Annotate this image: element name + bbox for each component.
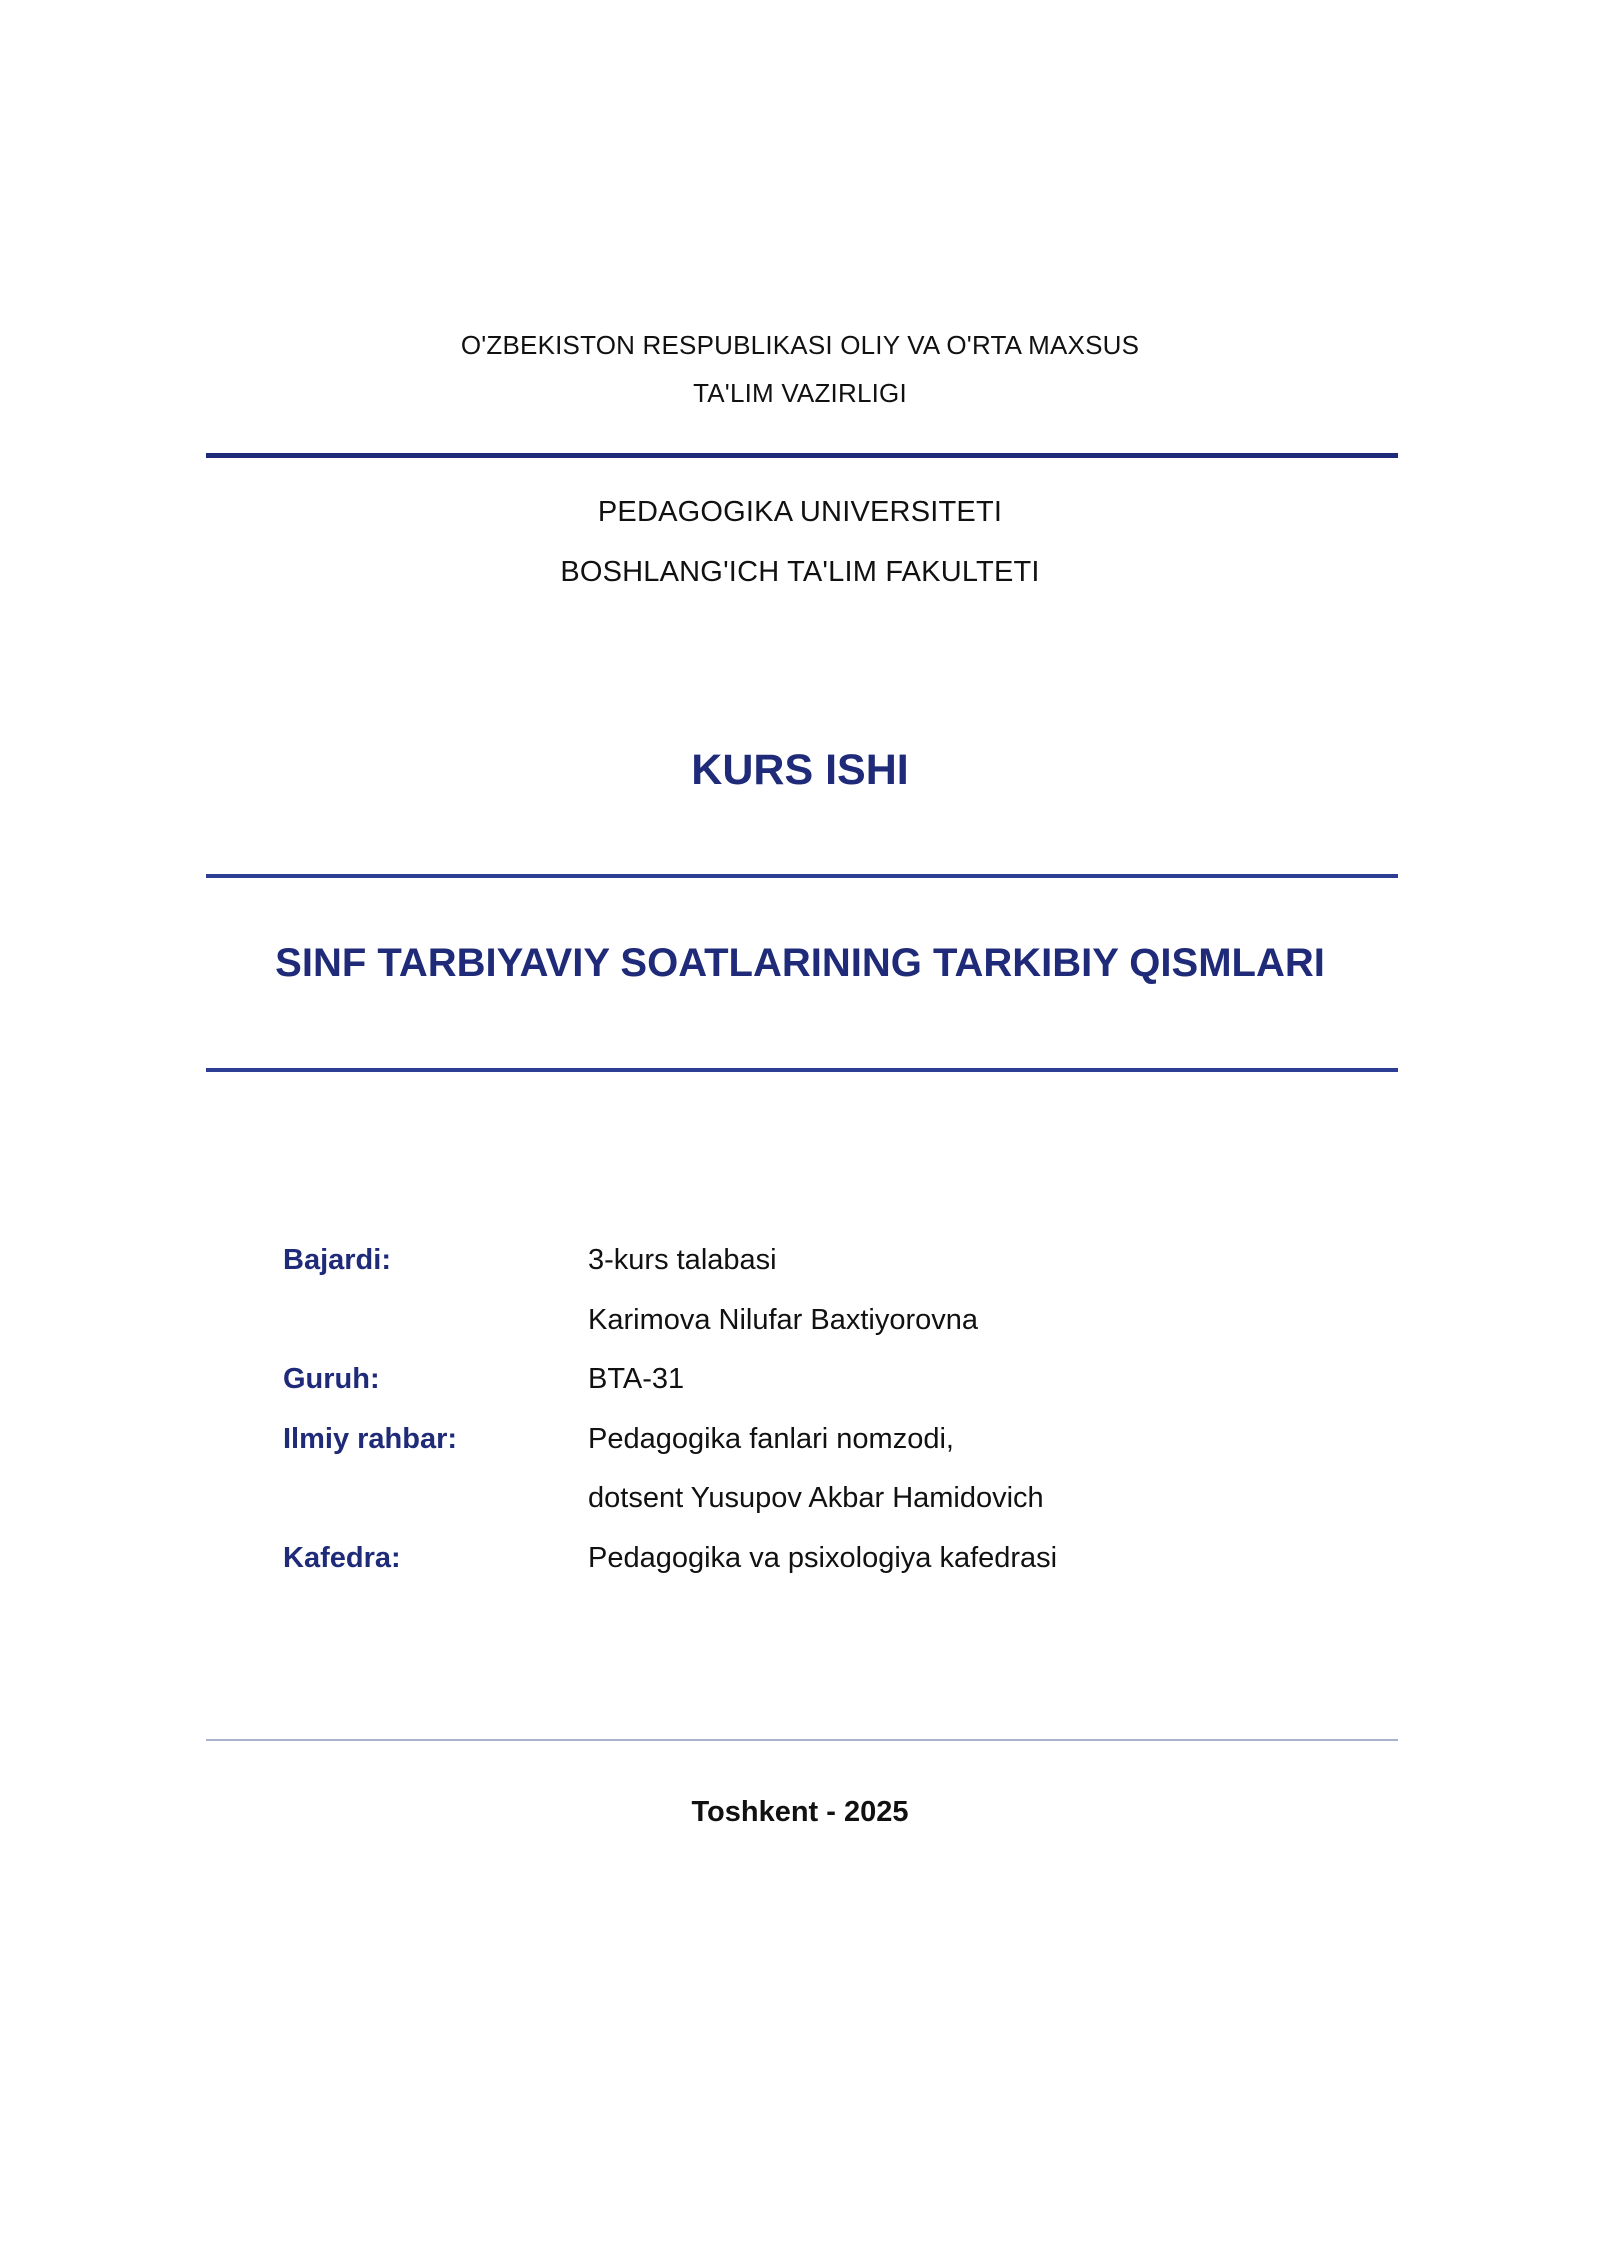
group-label: Guruh: — [283, 1363, 380, 1395]
supervisor-label: Ilmiy rahbar: — [283, 1423, 458, 1455]
topic-top-divider — [206, 874, 1398, 878]
footer-divider — [206, 1739, 1398, 1741]
faculty-name: BOSHLANG'ICH TA'LIM FAKULTETI — [560, 556, 1040, 588]
performed-value-line-1: 3-kurs talabasi — [588, 1244, 777, 1276]
document-topic: SINF TARBIYAVIY SOATLARINING TARKIBIY QISMLARI — [275, 941, 1325, 985]
ministry-line-2: TA'LIM VAZIRLIGI — [693, 378, 907, 408]
university-name: PEDAGOGIKA UNIVERSITETI — [597, 496, 1003, 528]
header-divider — [206, 453, 1398, 458]
city-year: Toshkent - 2025 — [691, 1796, 909, 1828]
supervisor-value-line-1: Pedagogika fanlari nomzodi, — [588, 1423, 954, 1455]
performed-label: Bajardi: — [283, 1244, 391, 1276]
performed-value-line-2: Karimova Nilufar Baxtiyorovna — [588, 1304, 979, 1336]
ministry-line-1: O'ZBEKISTON RESPUBLIKASI OLIY VA O'RTA MAXSUS — [460, 330, 1140, 360]
group-value: BTA-31 — [588, 1363, 685, 1395]
topic-bottom-divider — [206, 1068, 1398, 1072]
supervisor-value-line-2: dotsent Yusupov Akbar Hamidovich — [588, 1482, 1044, 1514]
department-value: Pedagogika va psixologiya kafedrasi — [588, 1542, 1058, 1574]
document-type-title: KURS ISHI — [691, 746, 909, 794]
department-label: Kafedra: — [283, 1542, 401, 1574]
